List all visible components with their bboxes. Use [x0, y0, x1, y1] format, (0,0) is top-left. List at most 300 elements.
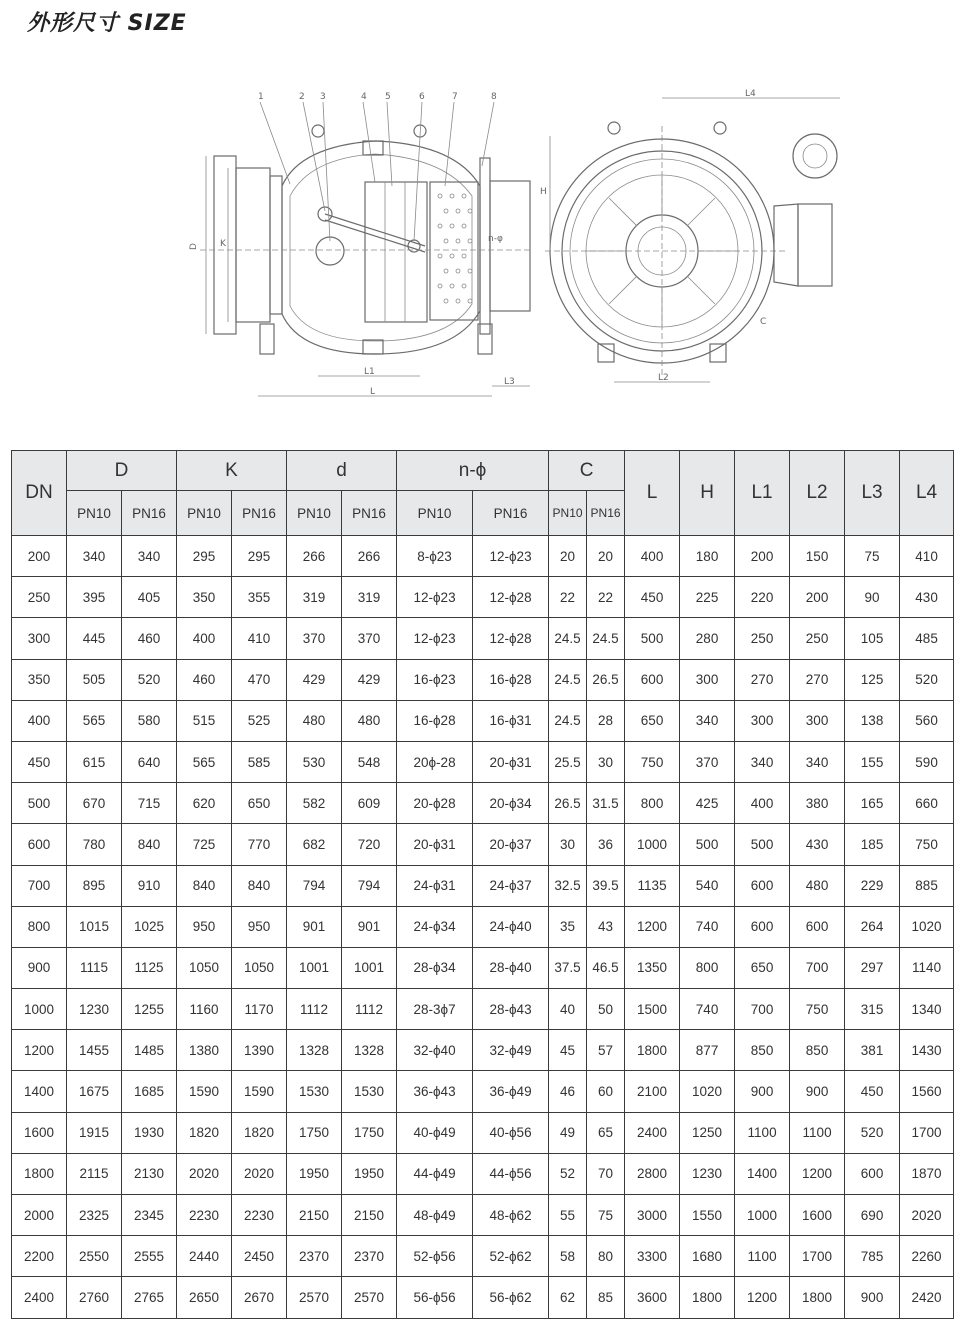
table-cell: 200: [790, 577, 845, 618]
svg-text:L1: L1: [364, 367, 375, 377]
table-cell: 425: [680, 783, 735, 824]
table-cell: 1050: [177, 947, 232, 988]
table-cell: 450: [625, 577, 680, 618]
table-cell: 840: [232, 865, 287, 906]
table-cell: 370: [287, 618, 342, 659]
table-cell: 52: [549, 1153, 587, 1194]
table-cell: 20-ϕ31: [473, 741, 549, 782]
table-cell: 450: [845, 1071, 900, 1112]
table-cell: 1000: [735, 1195, 790, 1236]
table-row: [12, 824, 954, 865]
table-cell: 49: [549, 1112, 587, 1153]
table-cell: 37.5: [549, 947, 587, 988]
table-row: [12, 865, 954, 906]
table-cell: 250: [735, 618, 790, 659]
table-cell: 220: [735, 577, 790, 618]
table-cell: 250: [790, 618, 845, 659]
table-cell: 1530: [287, 1071, 342, 1112]
table-cell: 720: [342, 824, 397, 865]
table-cell: 1390: [232, 1030, 287, 1071]
table-cell: 2440: [177, 1236, 232, 1277]
table-cell: 370: [342, 618, 397, 659]
table-cell: 1930: [122, 1112, 177, 1153]
table-cell: 20-ϕ31: [397, 824, 473, 865]
table-cell: 850: [790, 1030, 845, 1071]
table-cell: 200: [12, 536, 67, 577]
table-cell: 780: [67, 824, 122, 865]
table-cell: 56-ϕ56: [397, 1277, 473, 1318]
table-row: [12, 1071, 954, 1112]
table-cell: 1135: [625, 865, 680, 906]
table-cell: 264: [845, 906, 900, 947]
table-body: [12, 536, 954, 1319]
table-cell: 1800: [680, 1277, 735, 1318]
table-cell: 16-ϕ23: [397, 659, 473, 700]
table-cell: 800: [625, 783, 680, 824]
table-cell: 1125: [122, 947, 177, 988]
table-cell: 65: [587, 1112, 625, 1153]
table-cell: 1800: [12, 1153, 67, 1194]
table-cell: 640: [122, 741, 177, 782]
table-cell: 1500: [625, 989, 680, 1030]
header-h: H: [680, 451, 735, 536]
table-cell: 1100: [735, 1236, 790, 1277]
table-cell: 429: [287, 659, 342, 700]
header-l2: L2: [790, 451, 845, 536]
table-cell: 590: [900, 741, 954, 782]
table-cell: 1380: [177, 1030, 232, 1071]
front-view: [540, 89, 840, 383]
table-cell: 2800: [625, 1153, 680, 1194]
table-cell: 1950: [342, 1153, 397, 1194]
header-pn: PN16: [122, 491, 177, 536]
table-cell: 35: [549, 906, 587, 947]
table-cell: 381: [845, 1030, 900, 1071]
table-cell: 1200: [735, 1277, 790, 1318]
table-cell: 2200: [12, 1236, 67, 1277]
strainer-mesh: [438, 194, 472, 303]
header-l4: L4: [900, 451, 954, 536]
table-cell: 50: [587, 989, 625, 1030]
table-cell: 609: [342, 783, 397, 824]
table-cell: 1000: [12, 989, 67, 1030]
table-cell: 24-ϕ34: [397, 906, 473, 947]
table-cell: 48-ϕ49: [397, 1195, 473, 1236]
table-cell: 1750: [287, 1112, 342, 1153]
table-cell: 1590: [232, 1071, 287, 1112]
table-cell: 700: [12, 865, 67, 906]
header-pn: PN16: [473, 491, 549, 536]
svg-text:5: 5: [385, 92, 391, 102]
table-cell: 300: [790, 700, 845, 741]
table-cell: 400: [625, 536, 680, 577]
table-cell: 2370: [342, 1236, 397, 1277]
header-l1: L1: [735, 451, 790, 536]
table-cell: 52-ϕ56: [397, 1236, 473, 1277]
svg-text:K: K: [220, 239, 226, 249]
table-cell: 700: [735, 989, 790, 1030]
table-cell: 340: [122, 536, 177, 577]
table-cell: 36-ϕ49: [473, 1071, 549, 1112]
table-cell: 2325: [67, 1195, 122, 1236]
table-cell: 585: [232, 741, 287, 782]
table-cell: 46: [549, 1071, 587, 1112]
table-cell: 24-ϕ31: [397, 865, 473, 906]
table-cell: 1255: [122, 989, 177, 1030]
table-cell: 785: [845, 1236, 900, 1277]
header-l3: L3: [845, 451, 900, 536]
table-cell: 1340: [900, 989, 954, 1030]
table-row: [12, 1277, 954, 1318]
table-cell: 20: [587, 536, 625, 577]
table-row: [12, 1112, 954, 1153]
table-cell: 794: [287, 865, 342, 906]
table-cell: 548: [342, 741, 397, 782]
table-cell: 400: [735, 783, 790, 824]
table-cell: 62: [549, 1277, 587, 1318]
table-cell: 40: [549, 989, 587, 1030]
table-cell: 2020: [900, 1195, 954, 1236]
table-cell: 600: [735, 865, 790, 906]
table-cell: 12-ϕ23: [473, 536, 549, 577]
table-cell: 950: [177, 906, 232, 947]
table-cell: 2100: [625, 1071, 680, 1112]
table-cell: 295: [232, 536, 287, 577]
table-cell: 16-ϕ31: [473, 700, 549, 741]
table-cell: 319: [287, 577, 342, 618]
table-cell: 32.5: [549, 865, 587, 906]
table-cell: 150: [790, 536, 845, 577]
table-cell: 266: [342, 536, 397, 577]
table-cell: 840: [177, 865, 232, 906]
table-cell: 2230: [232, 1195, 287, 1236]
table-cell: 340: [790, 741, 845, 782]
table-cell: 2760: [67, 1277, 122, 1318]
table-cell: 1820: [177, 1112, 232, 1153]
svg-text:7: 7: [452, 92, 458, 102]
svg-text:2: 2: [299, 92, 305, 102]
table-cell: 297: [845, 947, 900, 988]
table-cell: 901: [342, 906, 397, 947]
table-cell: 600: [735, 906, 790, 947]
table-cell: 2150: [342, 1195, 397, 1236]
table-cell: 58: [549, 1236, 587, 1277]
page-title: 外形尺寸 SIZE: [27, 11, 187, 36]
table-cell: 429: [342, 659, 397, 700]
table-cell: 1001: [342, 947, 397, 988]
table-cell: 340: [67, 536, 122, 577]
table-cell: 44-ϕ56: [473, 1153, 549, 1194]
table-row: [12, 700, 954, 741]
table-cell: 1820: [232, 1112, 287, 1153]
table-cell: 1950: [287, 1153, 342, 1194]
table-cell: 46.5: [587, 947, 625, 988]
table-cell: 2420: [900, 1277, 954, 1318]
header-pn: PN16: [232, 491, 287, 536]
table-cell: 1530: [342, 1071, 397, 1112]
table-cell: 28-ϕ40: [473, 947, 549, 988]
table-cell: 80: [587, 1236, 625, 1277]
table-cell: 12-ϕ23: [397, 577, 473, 618]
table-cell: 165: [845, 783, 900, 824]
table-cell: 500: [625, 618, 680, 659]
table-row: [12, 1153, 954, 1194]
table-cell: 319: [342, 577, 397, 618]
table-cell: 1485: [122, 1030, 177, 1071]
table-cell: 885: [900, 865, 954, 906]
table-cell: 185: [845, 824, 900, 865]
table-row: [12, 577, 954, 618]
table-cell: 1000: [625, 824, 680, 865]
table-cell: 20-ϕ28: [397, 783, 473, 824]
header-pn: PN10: [177, 491, 232, 536]
table-cell: 1685: [122, 1071, 177, 1112]
svg-text:H: H: [540, 187, 547, 197]
table-cell: 582: [287, 783, 342, 824]
table-row: [12, 783, 954, 824]
table-cell: 750: [790, 989, 845, 1030]
table-cell: 505: [67, 659, 122, 700]
table-cell: 36: [587, 824, 625, 865]
table-cell: 1020: [900, 906, 954, 947]
table-cell: 670: [67, 783, 122, 824]
table-cell: 3300: [625, 1236, 680, 1277]
table-cell: 20ϕ-28: [397, 741, 473, 782]
table-cell: 12-ϕ28: [473, 618, 549, 659]
table-cell: 12-ϕ23: [397, 618, 473, 659]
table-cell: 840: [122, 824, 177, 865]
table-cell: 1675: [67, 1071, 122, 1112]
table-cell: 600: [12, 824, 67, 865]
table-cell: 1112: [287, 989, 342, 1030]
table-cell: 8-ϕ23: [397, 536, 473, 577]
table-cell: 3000: [625, 1195, 680, 1236]
table-cell: 25.5: [549, 741, 587, 782]
table-cell: 40-ϕ56: [473, 1112, 549, 1153]
table-cell: 580: [122, 700, 177, 741]
table-cell: 2345: [122, 1195, 177, 1236]
table-cell: 350: [177, 577, 232, 618]
svg-text:n-φ: n-φ: [488, 234, 503, 244]
table-cell: 690: [845, 1195, 900, 1236]
table-cell: 1250: [680, 1112, 735, 1153]
table-cell: 2020: [232, 1153, 287, 1194]
table-cell: 460: [122, 618, 177, 659]
table-cell: 3600: [625, 1277, 680, 1318]
table-cell: 85: [587, 1277, 625, 1318]
table-cell: 12-ϕ28: [473, 577, 549, 618]
table-cell: 2670: [232, 1277, 287, 1318]
table-cell: 2115: [67, 1153, 122, 1194]
table-cell: 395: [67, 577, 122, 618]
table-cell: 565: [67, 700, 122, 741]
valve-technical-drawing: [189, 86, 860, 416]
table-cell: 1680: [680, 1236, 735, 1277]
table-cell: 2765: [122, 1277, 177, 1318]
table-cell: 26.5: [549, 783, 587, 824]
table-cell: 48-ϕ62: [473, 1195, 549, 1236]
table-cell: 2400: [625, 1112, 680, 1153]
table-cell: 520: [900, 659, 954, 700]
svg-text:L2: L2: [658, 373, 669, 383]
table-cell: 800: [680, 947, 735, 988]
table-cell: 270: [790, 659, 845, 700]
table-cell: 480: [342, 700, 397, 741]
table-cell: 40-ϕ49: [397, 1112, 473, 1153]
table-cell: 30: [587, 741, 625, 782]
table-cell: 2260: [900, 1236, 954, 1277]
table-cell: 90: [845, 577, 900, 618]
side-view: [189, 92, 530, 397]
table-cell: 2650: [177, 1277, 232, 1318]
table-cell: 460: [177, 659, 232, 700]
table-cell: 650: [735, 947, 790, 988]
table-cell: 229: [845, 865, 900, 906]
table-cell: 620: [177, 783, 232, 824]
table-cell: 1700: [790, 1236, 845, 1277]
table-cell: 1550: [680, 1195, 735, 1236]
table-cell: 1230: [680, 1153, 735, 1194]
table-cell: 350: [12, 659, 67, 700]
table-cell: 2150: [287, 1195, 342, 1236]
table-cell: 75: [587, 1195, 625, 1236]
table-cell: 31.5: [587, 783, 625, 824]
table-cell: 28: [587, 700, 625, 741]
table-cell: 1200: [12, 1030, 67, 1071]
table-row: [12, 906, 954, 947]
table-cell: 105: [845, 618, 900, 659]
table-cell: 485: [900, 618, 954, 659]
table-cell: 2570: [342, 1277, 397, 1318]
table-cell: 1600: [12, 1112, 67, 1153]
table-cell: 24.5: [549, 659, 587, 700]
header-pn: PN10: [287, 491, 342, 536]
dimensions-table: [11, 450, 954, 1319]
table-cell: 300: [680, 659, 735, 700]
table-cell: 2570: [287, 1277, 342, 1318]
table-cell: 1455: [67, 1030, 122, 1071]
table-cell: 28-ϕ43: [473, 989, 549, 1030]
table-cell: 400: [12, 700, 67, 741]
header-c: C: [549, 451, 625, 491]
table-cell: 300: [12, 618, 67, 659]
table-row: [12, 1030, 954, 1071]
header-pn: PN10: [549, 491, 587, 536]
table-cell: 39.5: [587, 865, 625, 906]
table-cell: 900: [790, 1071, 845, 1112]
table-cell: 650: [625, 700, 680, 741]
table-cell: 1160: [177, 989, 232, 1030]
table-cell: 266: [287, 536, 342, 577]
table-cell: 405: [122, 577, 177, 618]
table-cell: 370: [680, 741, 735, 782]
table-cell: 24.5: [549, 618, 587, 659]
table-cell: 900: [12, 947, 67, 988]
table-cell: 2450: [232, 1236, 287, 1277]
table-cell: 57: [587, 1030, 625, 1071]
table-cell: 355: [232, 577, 287, 618]
table-cell: 45: [549, 1030, 587, 1071]
table-cell: 700: [790, 947, 845, 988]
table-row: [12, 1236, 954, 1277]
table-cell: 20-ϕ37: [473, 824, 549, 865]
table-cell: 26.5: [587, 659, 625, 700]
table-cell: 1025: [122, 906, 177, 947]
table-cell: 340: [680, 700, 735, 741]
table-cell: 32-ϕ49: [473, 1030, 549, 1071]
table-cell: 740: [680, 989, 735, 1030]
table-cell: 155: [845, 741, 900, 782]
table-cell: 950: [232, 906, 287, 947]
table-cell: 900: [735, 1071, 790, 1112]
header-pn: PN16: [342, 491, 397, 536]
table-cell: 36-ϕ43: [397, 1071, 473, 1112]
header-pn: PN10: [397, 491, 473, 536]
table-row: [12, 947, 954, 988]
table-cell: 2550: [67, 1236, 122, 1277]
svg-text:C: C: [760, 317, 767, 327]
table-cell: 1328: [342, 1030, 397, 1071]
table-cell: 138: [845, 700, 900, 741]
table-cell: 715: [122, 783, 177, 824]
table-row: [12, 618, 954, 659]
table-cell: 2370: [287, 1236, 342, 1277]
svg-text:1: 1: [258, 92, 264, 102]
svg-text:3: 3: [320, 92, 326, 102]
table-cell: 1328: [287, 1030, 342, 1071]
table-cell: 850: [735, 1030, 790, 1071]
table-cell: 1915: [67, 1112, 122, 1153]
table-cell: 445: [67, 618, 122, 659]
table-cell: 1200: [790, 1153, 845, 1194]
table-cell: 56-ϕ62: [473, 1277, 549, 1318]
table-cell: 28-ϕ34: [397, 947, 473, 988]
table-cell: 895: [67, 865, 122, 906]
table-cell: 1140: [900, 947, 954, 988]
table-cell: 1800: [625, 1030, 680, 1071]
table-cell: 650: [232, 783, 287, 824]
table-cell: 2020: [177, 1153, 232, 1194]
table-cell: 1600: [790, 1195, 845, 1236]
table-cell: 44-ϕ49: [397, 1153, 473, 1194]
table-cell: 500: [680, 824, 735, 865]
table-cell: 20-ϕ34: [473, 783, 549, 824]
svg-text:4: 4: [361, 92, 367, 102]
table-cell: 410: [232, 618, 287, 659]
table-cell: 500: [12, 783, 67, 824]
table-cell: 410: [900, 536, 954, 577]
table-cell: 600: [790, 906, 845, 947]
table-cell: 1015: [67, 906, 122, 947]
table-cell: 1350: [625, 947, 680, 988]
table-cell: 1200: [625, 906, 680, 947]
table-cell: 75: [845, 536, 900, 577]
svg-text:L3: L3: [504, 377, 515, 387]
table-cell: 1115: [67, 947, 122, 988]
table-cell: 20: [549, 536, 587, 577]
table-cell: 16-ϕ28: [397, 700, 473, 741]
table-cell: 1700: [900, 1112, 954, 1153]
table-row: [12, 659, 954, 700]
table-cell: 750: [625, 741, 680, 782]
table-cell: 24-ϕ40: [473, 906, 549, 947]
table-cell: 1590: [177, 1071, 232, 1112]
table-cell: 22: [587, 577, 625, 618]
table-cell: 1400: [735, 1153, 790, 1194]
table-cell: 125: [845, 659, 900, 700]
table-cell: 1800: [790, 1277, 845, 1318]
table-cell: 682: [287, 824, 342, 865]
